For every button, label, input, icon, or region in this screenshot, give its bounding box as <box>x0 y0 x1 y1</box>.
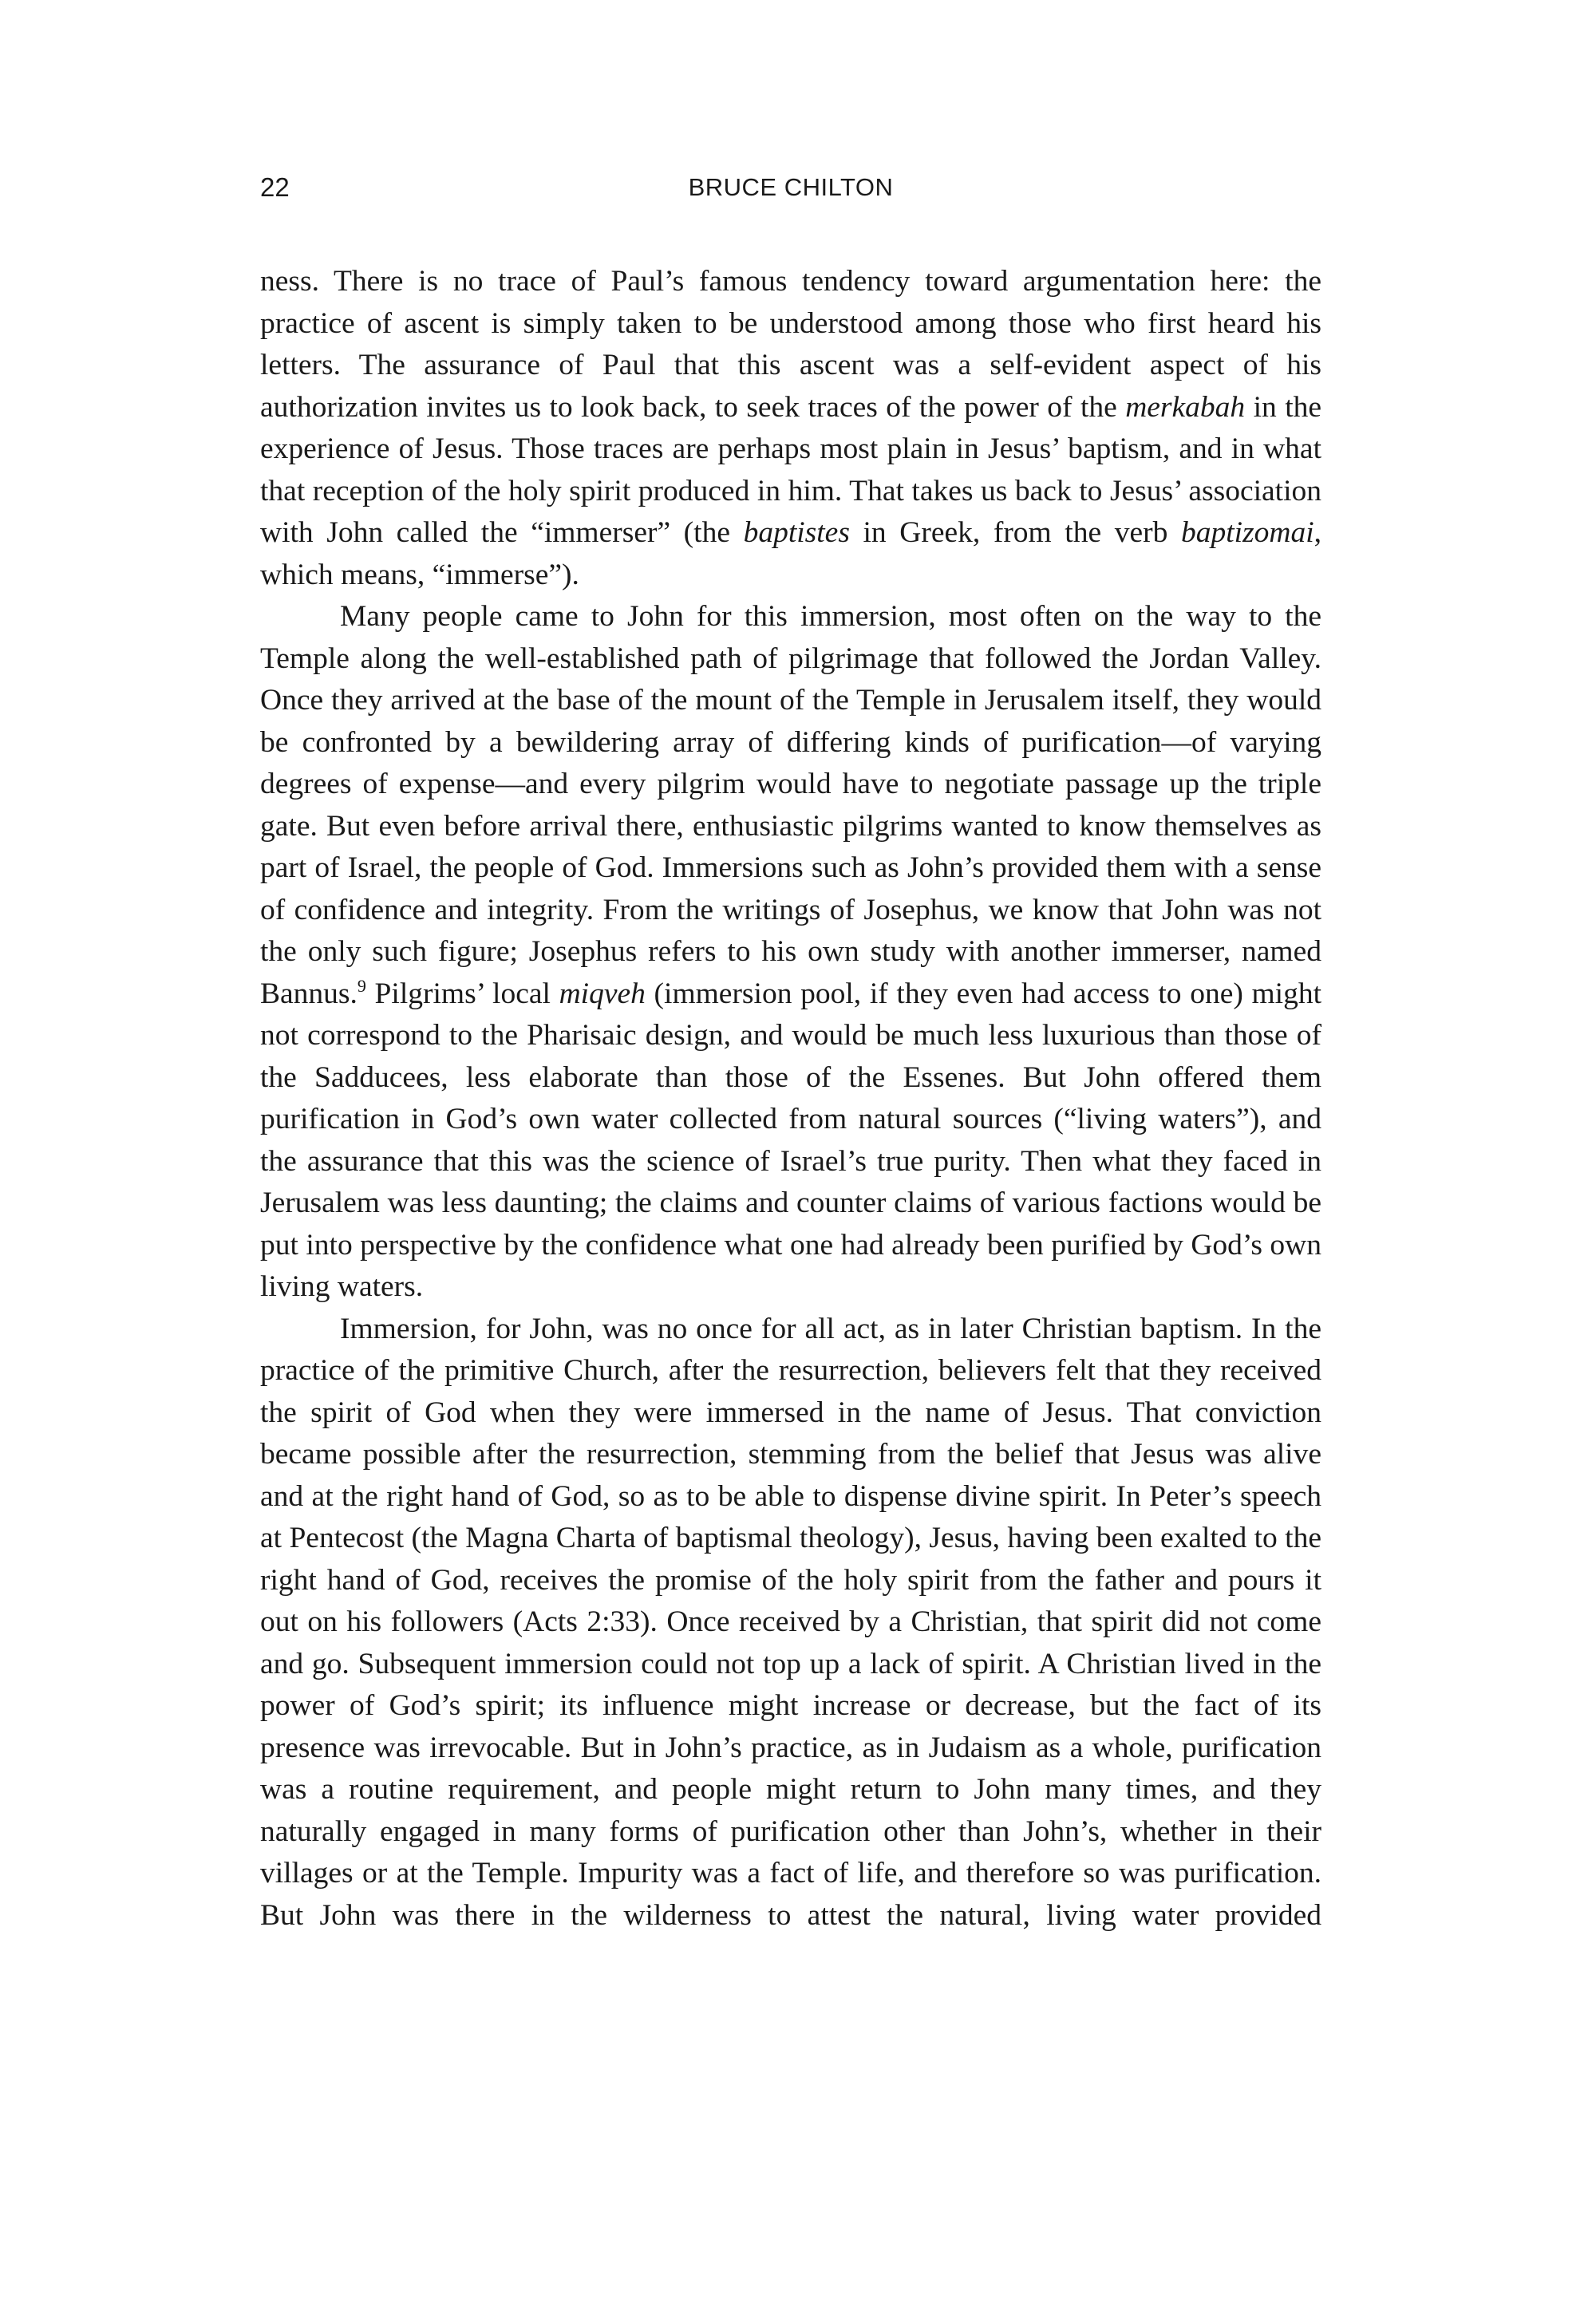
text-run: in the experience of Jesus. Those traces are perhaps most plain in Jesus’ baptism, and in what that reception of the holy spirit produced in him. That takes us back to Jesus’ association with John called the “immerser” (the <box>260 390 1322 549</box>
text-run: (immersion pool, if they even had access to one) might not correspond to the Pharisaic design, and would be much less luxurious than those of the Sadducees, less elaborate than those of the Essenes. But John offered them purification in God’s own water collected from natural sources (“living waters”), and the assurance that this was the science of Israel’s true purity. Then what they faced in Jerusalem was less daunting; the claims and counter claims of various factions would be put into perspective by the confidence what one had already been purified by God’s own living waters. <box>260 977 1322 1303</box>
italic-term: baptistes <box>743 516 850 549</box>
paragraph <box>260 596 1321 1309</box>
text-run: in Greek, from the verb <box>849 516 1181 549</box>
italic-term: baptizomai <box>1180 516 1314 549</box>
page-number: 22 <box>260 172 290 202</box>
footnote-marker[interactable]: 9 <box>357 975 366 996</box>
body-text <box>260 261 1321 1937</box>
text-run: Pilgrims’ local <box>365 977 559 1010</box>
text-run: , which means, “immerse”). <box>260 516 1321 591</box>
text-run: Many people came to John for this immersion, most often on the way to the Temple along the well-established path of pilgrimage that followed the Jordan Valley. Once they arrived at the base of the mount of the Temple in Jerusalem itself, they would be confronted by a bewildering array of differing kinds of purification—of varying degrees of expense—and every pilgrim would have to negotiate passage up the triple gate. But even before arrival there, enthusiastic pilgrims wanted to know themselves as part of Israel, the people of God. Immersions such as John’s provided them with a sense of confidence and integrity. From the writings of Josephus, we know that John was not the only such figure; Josephus refers to his own study with another immerser, named Bannus. <box>260 600 1321 1010</box>
italic-term: merkabah <box>1125 390 1246 424</box>
text-run: Immersion, for John, was no once for all act, as in later Christian baptism. In the practice of the primitive Church, after the resurrection, believers felt that they received the spirit of God when they were immersed in the name of Jesus. That conviction became possible after the resurrection, stemming from the belief that Jesus was alive and at the right hand of God, so as to be able to dispense divine spirit. In Peter’s speech at Pentecost (the Magna Charta of baptismal theology), Jesus, having been exalted to the right hand of God, receives the promise of the holy spirit from the father and pours it out on his followers (Acts 2:33). Once received by a Christian, that spirit did not come and go. Subsequent immersion could not top up a lack of spirit. A Christian lived in the power of God’s spirit; its influence might increase or decrease, but the fact of its presence was irrevocable. But in John’s practice, as in Judaism as a whole, purification was a routine requirement, and people might return to John many times, and they naturally engaged in many forms of purification other than John’s, whether in their villages or at the Temple. Impurity was a fact of life, and therefore so was purification. But John was there in the wilderness to attest the natural, living water provided <box>260 1312 1321 1932</box>
text-run: ness. There is no trace of Paul’s famous tendency toward argumentation here: the practice of ascent is simply taken to be understood among those who first heard his letters. The assurance of Paul that this ascent was a self-evident aspect of his authorization invites us to look back, to seek traces of the power of the <box>260 265 1321 424</box>
running-head <box>260 168 1321 207</box>
running-title: BRUCE CHILTON <box>688 173 894 201</box>
italic-term: miqveh <box>559 977 646 1010</box>
paragraph <box>260 1309 1321 1937</box>
paragraph <box>260 261 1321 596</box>
